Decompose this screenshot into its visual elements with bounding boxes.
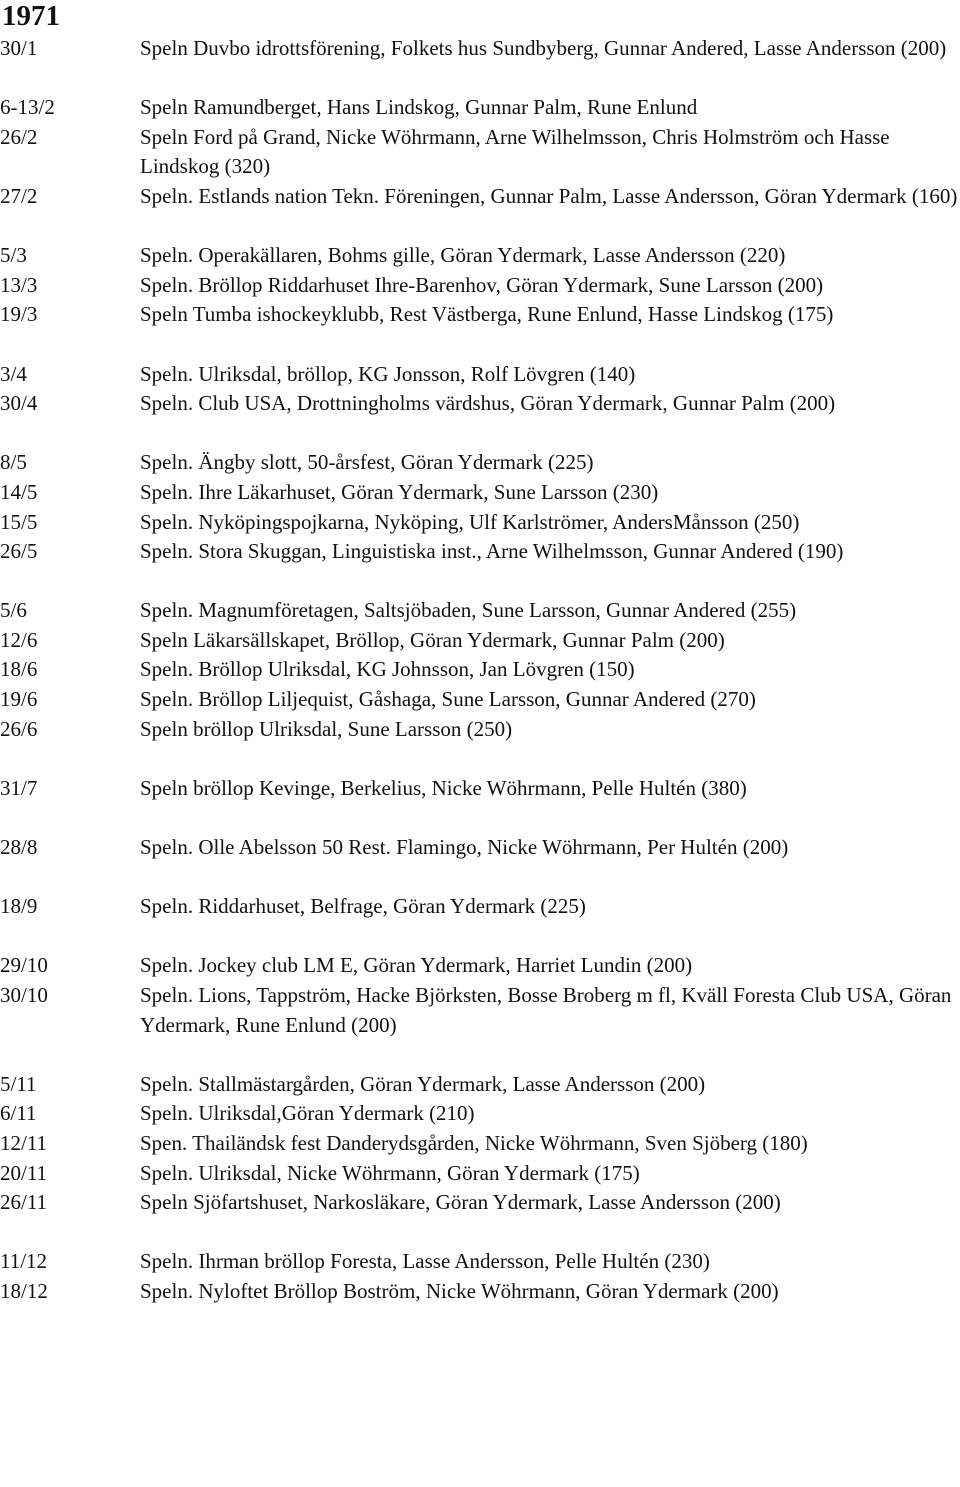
- entry-row: [0, 300, 960, 330]
- entry-text: Speln bröllop Ulriksdal, Sune Larsson (250): [140, 716, 513, 741]
- entry-text: Speln. Ängby slott, 50-årsfest, Göran Ydermark (225): [140, 450, 594, 475]
- entry-row: [0, 685, 960, 715]
- entry-text: Speln. Ihrman bröllop Foresta, Lasse Andersson, Pelle Hultén (230): [140, 1249, 710, 1274]
- entry-text: Speln bröllop Kevinge, Berkelius, Nicke Wöhrmann, Pelle Hultén (380): [140, 775, 747, 800]
- entry-date: 20/11: [0, 1160, 48, 1185]
- entry-date: 30/10: [0, 983, 48, 1007]
- entry-date: 26/6: [0, 716, 38, 741]
- entry-date: 11/12: [0, 1249, 48, 1274]
- entry-list: [0, 34, 960, 1307]
- entry-text: Speln. Operakällaren, Bohms gille, Göran Ydermark, Lasse Andersson (220): [140, 243, 786, 268]
- entry-row: [0, 389, 960, 419]
- entry-text: Speln Ramundberget, Hans Lindskog, Gunnar Palm, Rune Enlund: [140, 95, 698, 120]
- entry-date: 6/11: [0, 1101, 37, 1126]
- entry-text: Speln. Lions, Tappström, Hacke Björksten, Bosse Broberg m fl, Kväll Foresta Club USA, Göran Ydermark, Rune Enlund (200): [140, 983, 952, 1037]
- entry-date: 27/2: [0, 183, 38, 208]
- entry-date: 26/2: [0, 124, 38, 149]
- entry-date: 18/9: [0, 894, 38, 919]
- entry-text: Speln. Magnumföretagen, Saltsjöbaden, Sune Larsson, Gunnar Andered (255): [140, 598, 797, 623]
- entry-row: [0, 596, 960, 626]
- entry-date: 18/12: [0, 1278, 48, 1303]
- entry-date: 26/5: [0, 539, 38, 564]
- entry-date: 26/11: [0, 1190, 48, 1215]
- entry-row: [0, 951, 960, 981]
- entry-date: 30/1: [0, 36, 38, 60]
- entry-text: Speln Ford på Grand, Nicke Wöhrmann, Arne Wilhelmsson, Chris Holmström och Hasse Lindskog (320): [140, 124, 890, 179]
- entry-date: 28/8: [0, 835, 38, 860]
- entry-row: [0, 93, 960, 123]
- entry-date: 29/10: [0, 953, 48, 978]
- entry-text: Speln. Bröllop Ulriksdal, KG Johnsson, Jan Lövgren (150): [140, 657, 635, 682]
- entry-text: Speln. Stora Skuggan, Linguistiska inst., Arne Wilhelmsson, Gunnar Andered (190): [140, 539, 844, 564]
- entry-text: Speln. Bröllop Riddarhuset Ihre-Barenhov, Göran Ydermark, Sune Larsson (200): [140, 272, 824, 297]
- entry-text: Speln Duvbo idrottsförening, Folkets hus Sundbyberg, Gunnar Andered, Lasse Andersson (200): [140, 36, 947, 60]
- entry-row: [0, 1188, 960, 1218]
- entry-date: 12/6: [0, 627, 38, 652]
- entry-text: Speln Läkarsällskapet, Bröllop, Göran Ydermark, Gunnar Palm (200): [140, 627, 725, 652]
- entry-date: 19/3: [0, 302, 38, 327]
- entry-date: 14/5: [0, 479, 38, 504]
- entry-text: Speln Sjöfartshuset, Narkosläkare, Göran Ydermark, Lasse Andersson (200): [140, 1190, 781, 1215]
- entry-text: Speln. Riddarhuset, Belfrage, Göran Ydermark (225): [140, 894, 586, 919]
- entry-row: [0, 34, 960, 64]
- entry-row: [0, 508, 960, 538]
- entry-date: 15/5: [0, 509, 38, 534]
- entry-row: [0, 182, 960, 212]
- entry-row: [0, 360, 960, 390]
- entry-date: 19/6: [0, 687, 38, 712]
- entry-date: 12/11: [0, 1130, 48, 1155]
- entry-row: [0, 478, 960, 508]
- entry-date: 13/3: [0, 272, 38, 297]
- entry-text: Speln. Ihre Läkarhuset, Göran Ydermark, Sune Larsson (230): [140, 479, 659, 504]
- entry-row: [0, 1247, 960, 1277]
- year-heading: 1971: [2, 0, 60, 32]
- entry-row: [0, 981, 960, 1040]
- entry-row: [0, 123, 960, 182]
- entry-text: Speln. Ulriksdal, Nicke Wöhrmann, Göran Ydermark (175): [140, 1160, 640, 1185]
- entry-row: [0, 626, 960, 656]
- entry-text: Speln. Stallmästargården, Göran Ydermark, Lasse Andersson (200): [140, 1071, 706, 1096]
- entry-date: 3/4: [0, 361, 27, 386]
- entry-text: Speln Tumba ishockeyklubb, Rest Västberga, Rune Enlund, Hasse Lindskog (175): [140, 302, 834, 327]
- entry-date: 5/11: [0, 1071, 37, 1096]
- entry-row: [0, 715, 960, 745]
- entry-date: 5/3: [0, 243, 27, 268]
- entry-date: 6-13/2: [0, 95, 55, 120]
- entry-text: Speln. Ulriksdal, bröllop, KG Jonsson, Rolf Lövgren (140): [140, 361, 636, 386]
- entry-row: [0, 1099, 960, 1129]
- entry-text: Speln. Nyloftet Bröllop Boström, Nicke Wöhrmann, Göran Ydermark (200): [140, 1278, 779, 1303]
- entry-row: [0, 537, 960, 567]
- entry-text: Speln. Club USA, Drottningholms värdshus, Göran Ydermark, Gunnar Palm (200): [140, 391, 836, 416]
- entry-row: [0, 655, 960, 685]
- entry-text: Speln. Estlands nation Tekn. Föreningen, Gunnar Palm, Lasse Andersson, Göran Ydermark (160): [140, 183, 958, 208]
- entry-row: [0, 271, 960, 301]
- entry-row: [0, 1129, 960, 1159]
- entry-row: [0, 1277, 960, 1307]
- entry-row: [0, 774, 960, 804]
- entry-text: Speln. Olle Abelsson 50 Rest. Flamingo, Nicke Wöhrmann, Per Hultén (200): [140, 835, 789, 860]
- entry-row: [0, 1159, 960, 1189]
- entry-text: Speln. Bröllop Liljequist, Gåshaga, Sune Larsson, Gunnar Andered (270): [140, 687, 756, 712]
- entry-row: [0, 448, 960, 478]
- entry-text: Spen. Thailändsk fest Danderydsgården, Nicke Wöhrmann, Sven Sjöberg (180): [140, 1130, 808, 1155]
- entry-row: [0, 892, 960, 922]
- entry-date: 31/7: [0, 775, 38, 800]
- entry-row: [0, 833, 960, 863]
- entry-text: Speln. Nyköpingspojkarna, Nyköping, Ulf Karlströmer, AndersMånsson (250): [140, 509, 800, 534]
- entry-date: 5/6: [0, 598, 27, 623]
- entry-date: 8/5: [0, 450, 27, 475]
- entry-text: Speln. Jockey club LM E, Göran Ydermark, Harriet Lundin (200): [140, 953, 693, 978]
- entry-date: 18/6: [0, 657, 38, 682]
- entry-row: [0, 1070, 960, 1100]
- entry-text: Speln. Ulriksdal,Göran Ydermark (210): [140, 1101, 475, 1126]
- entry-date: 30/4: [0, 391, 38, 416]
- entry-row: [0, 241, 960, 271]
